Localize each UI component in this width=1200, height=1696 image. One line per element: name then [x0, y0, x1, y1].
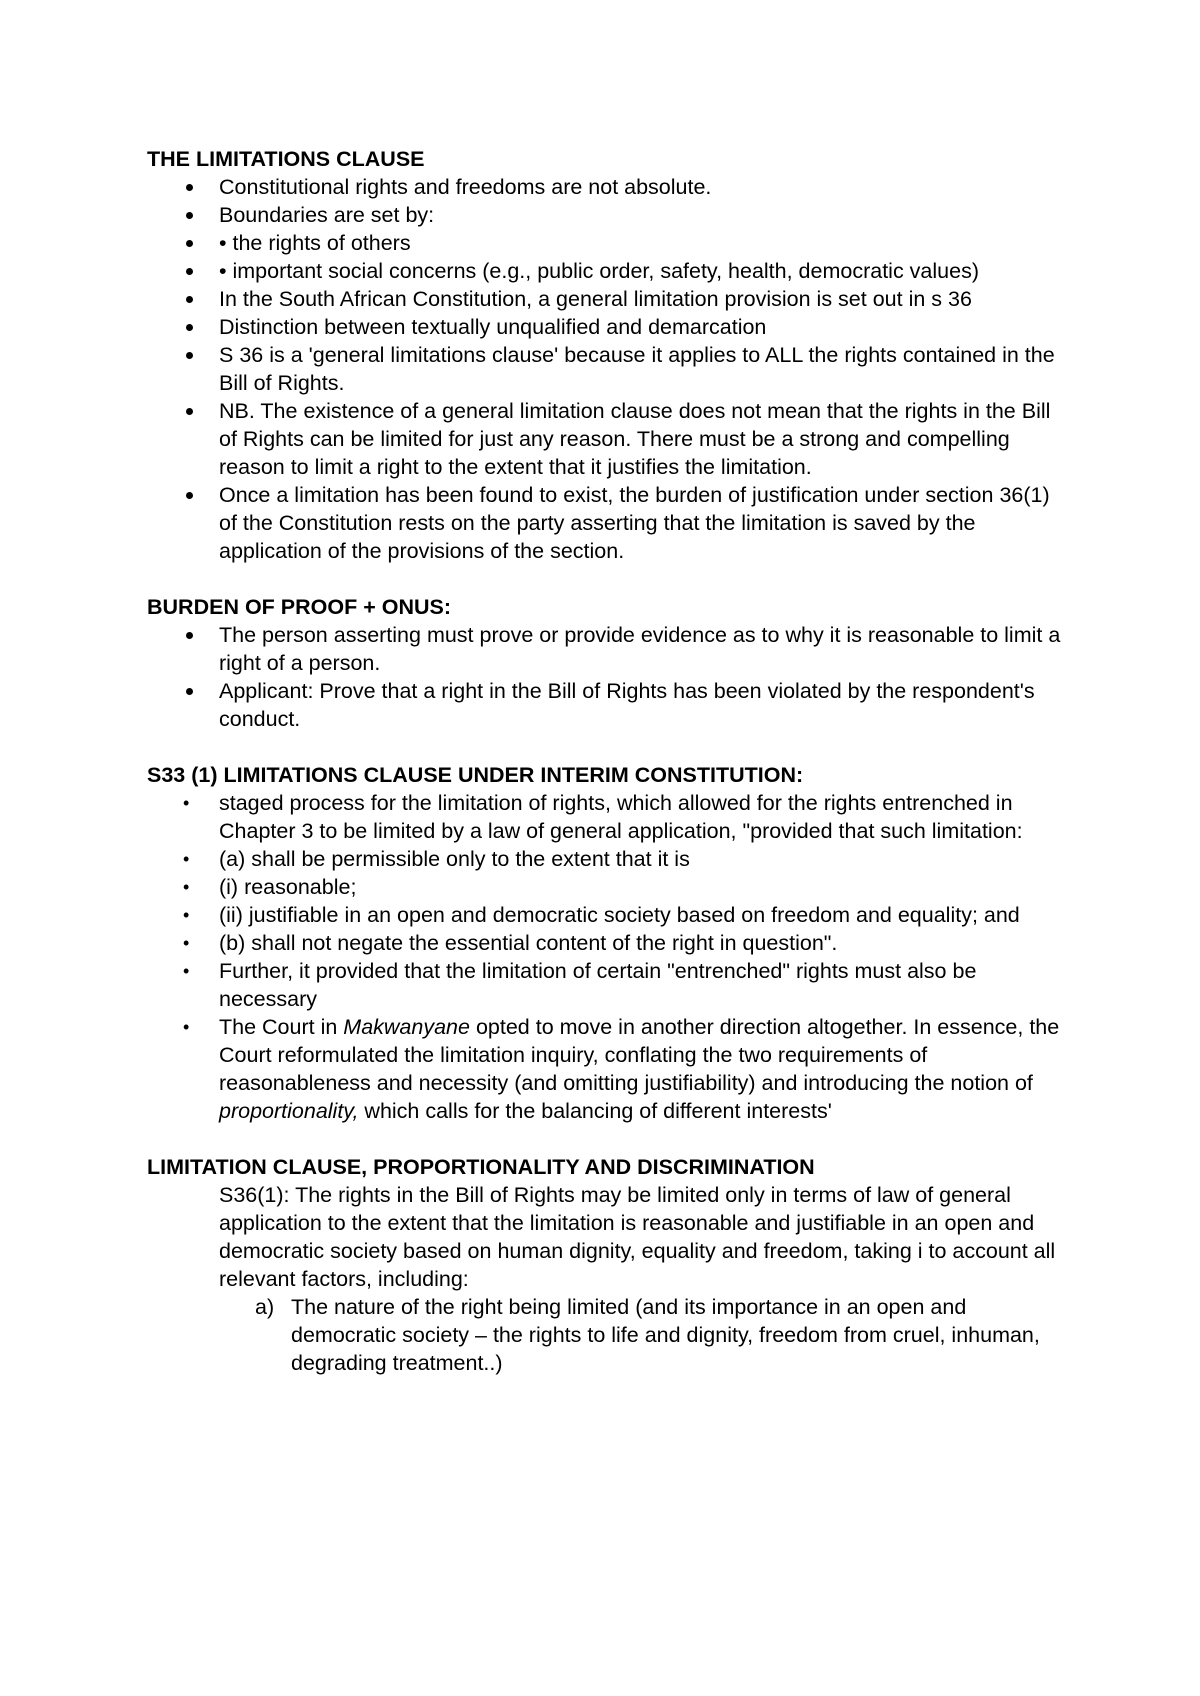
section-heading: LIMITATION CLAUSE, PROPORTIONALITY AND DISCRIMINATION [147, 1155, 815, 1179]
list-item: • (ii) justifiable in an open and democratic society based on freedom and equality; and [147, 901, 1067, 929]
sub-list-item [147, 1293, 1067, 1377]
list-item: In the South African Constitution, a general limitation provision is set out in s 36 [147, 285, 1067, 313]
list-item: Constitutional rights and freedoms are not absolute. [147, 173, 1067, 201]
list-item: The person asserting must prove or provide evidence as to why it is reasonable to limit a right of a person. [147, 621, 1067, 677]
list-item: • Further, it provided that the limitation of certain "entrenched" rights must also be necessary [147, 957, 1067, 1013]
section-limitations-clause [147, 145, 1067, 565]
section-heading: BURDEN OF PROOF + ONUS: [147, 595, 452, 619]
list-item: • (a) shall be permissible only to the extent that it is [147, 845, 1067, 873]
list-item: • important social concerns (e.g., public order, safety, health, democratic values) [147, 257, 1067, 285]
document-page [147, 145, 1067, 1405]
section-interim-constitution [147, 761, 1067, 1125]
list-item: • staged process for the limitation of rights, which allowed for the rights entrenched in Chapter 3 to be limited by a law of general application, "provided that such limitation: [147, 789, 1067, 845]
list-item-makwanyane [147, 1013, 1067, 1125]
list-item: • (b) shall not negate the essential content of the right in question". [147, 929, 1067, 957]
list-item: Boundaries are set by: [147, 201, 1067, 229]
bullet-list [147, 621, 1067, 733]
bullet-list [147, 173, 1067, 565]
section-heading: S33 (1) LIMITATIONS CLAUSE UNDER INTERIM CONSTITUTION: [147, 763, 804, 787]
bullet-list [147, 789, 1067, 1125]
list-item: Distinction between textually unqualified and demarcation [147, 313, 1067, 341]
list-item: • the rights of others [147, 229, 1067, 257]
text-run: which calls for the balancing of different interests' [358, 1099, 832, 1123]
section-heading: THE LIMITATIONS CLAUSE [147, 147, 425, 171]
text-run: The Court in [219, 1015, 344, 1039]
section-burden-of-proof [147, 593, 1067, 733]
italic-case-name: Makwanyane [343, 1015, 470, 1039]
sub-list-text: The nature of the right being limited (and its importance in an open and democratic society – the rights to life and dignity, freedom from cruel, inhuman, degrading treatment..) [291, 1295, 1040, 1375]
italic-term: proportionality, [219, 1099, 359, 1123]
list-item: • (i) reasonable; [147, 873, 1067, 901]
sub-list-marker: a) [255, 1295, 275, 1319]
text-run: opted to move in another direction altogether. In essence, the Court reformulated the limitation inquiry, conflating the two requirements of reasonableness and necessity (and omitting justifiability) and introducing the notion of [219, 1015, 1060, 1095]
list-item: S 36 is a 'general limitations clause' because it applies to ALL the rights contained in the Bill of Rights. [147, 341, 1067, 397]
section-proportionality [147, 1153, 1067, 1377]
list-item: Once a limitation has been found to exist, the burden of justification under section 36(1) of the Constitution rests on the party asserting that the limitation is saved by the application of the provisions of the section. [147, 481, 1067, 565]
s36-paragraph: S36(1): The rights in the Bill of Rights may be limited only in terms of law of general application to the extent that the limitation is reasonable and justifiable in an open and democratic society based on human dignity, equality and freedom, taking i to account all relevant factors, including: [219, 1183, 1056, 1291]
list-item: Applicant: Prove that a right in the Bill of Rights has been violated by the respondent's conduct. [147, 677, 1067, 733]
list-item: NB. The existence of a general limitation clause does not mean that the rights in the Bill of Rights can be limited for just any reason. There must be a strong and compelling reason to limit a right to the extent that it justifies the limitation. [147, 397, 1067, 481]
